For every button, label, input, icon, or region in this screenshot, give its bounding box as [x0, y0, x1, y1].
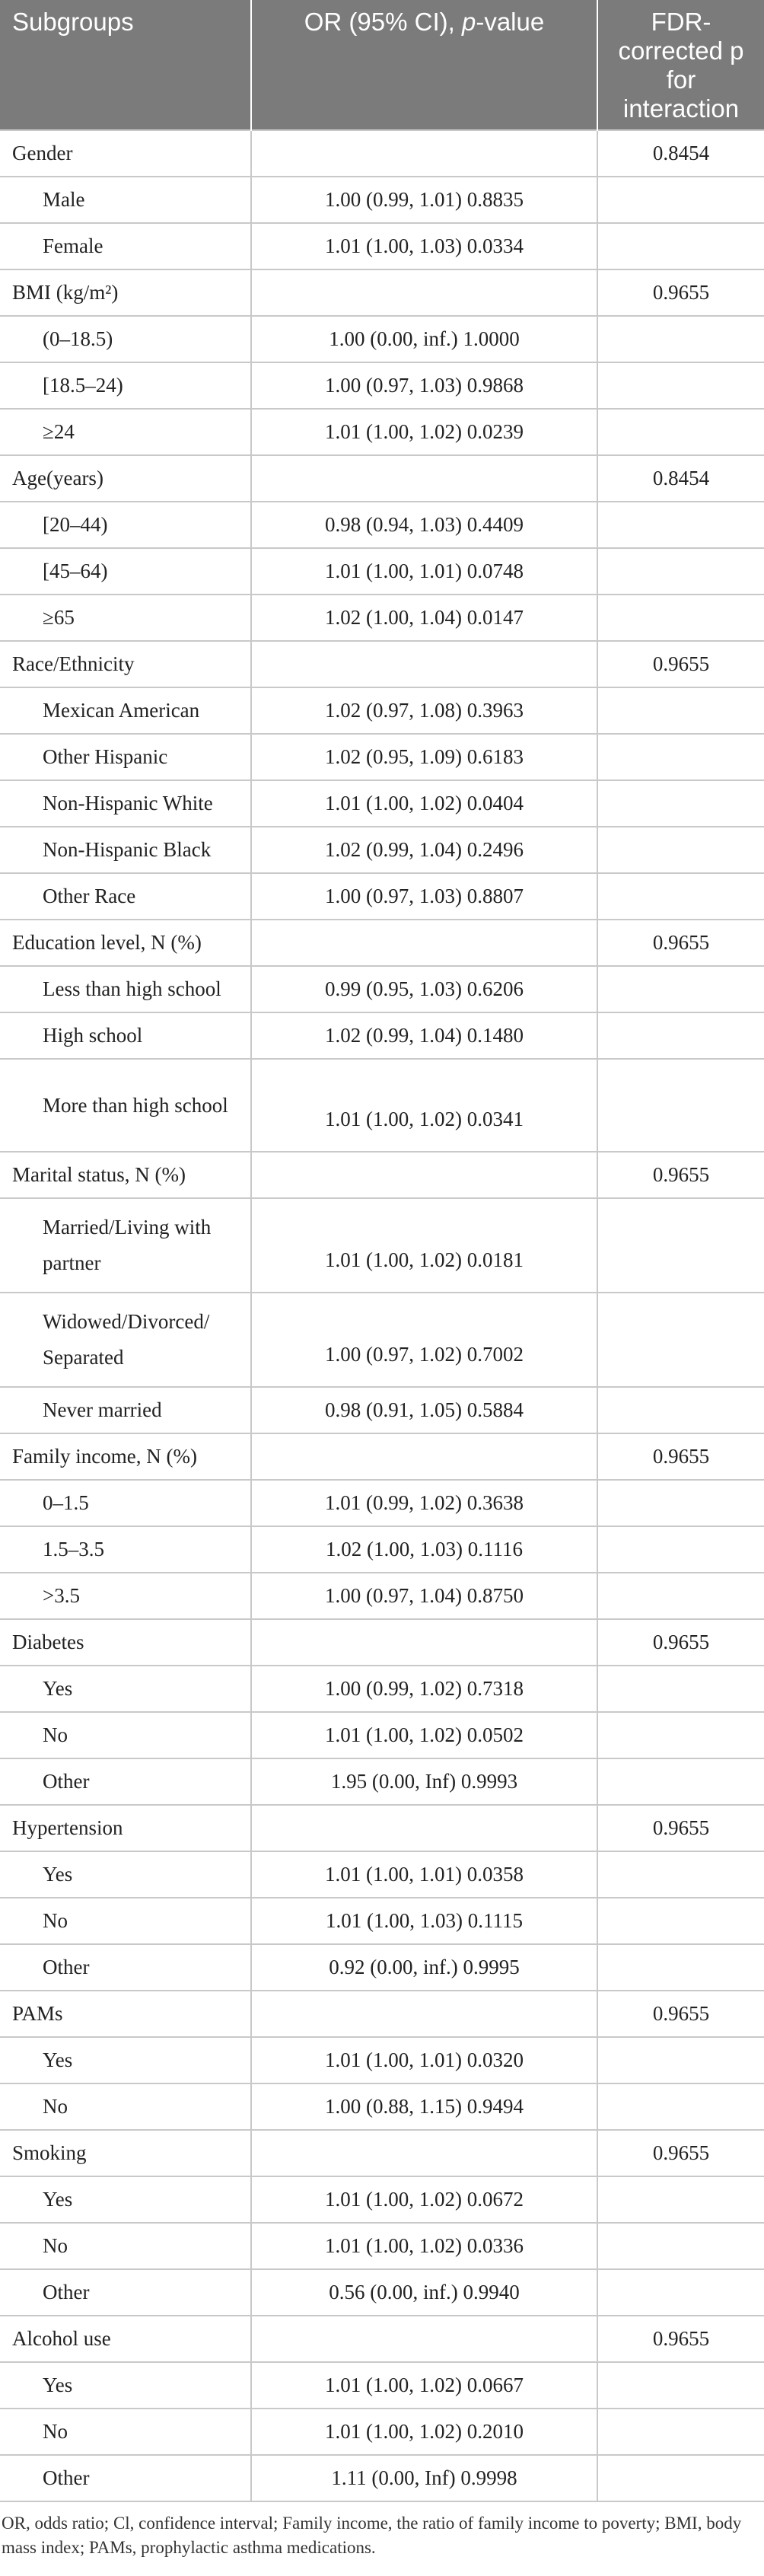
or-ci-pvalue-cell: 1.01 (1.00, 1.02) 0.0181: [251, 1198, 597, 1293]
subgroup-row: [0, 1666, 764, 1712]
fdr-p-cell: 0.8454: [597, 130, 764, 177]
or-ci-pvalue-cell: 1.01 (1.00, 1.02) 0.0672: [251, 2176, 597, 2223]
header-fdr-p-interaction: FDR-corrected p for interaction: [597, 0, 764, 130]
fdr-p-cell: [597, 1198, 764, 1293]
fdr-p-cell: 0.9655: [597, 2316, 764, 2362]
or-ci-pvalue-cell: [251, 2130, 597, 2176]
group-header-row: [0, 1433, 764, 1480]
group-label: Hypertension: [0, 1805, 251, 1851]
subgroup-row: [0, 409, 764, 455]
subgroup-label: 0–1.5: [0, 1480, 251, 1526]
subgroup-row: [0, 316, 764, 362]
group-header-row: [0, 1152, 764, 1198]
subgroup-row: [0, 2176, 764, 2223]
fdr-p-cell: [597, 548, 764, 595]
or-ci-pvalue-cell: [251, 920, 597, 966]
header-or-ci-pvalue: [251, 0, 597, 130]
or-ci-pvalue-cell: [251, 269, 597, 316]
table-body: [0, 130, 764, 2501]
group-header-row: [0, 1805, 764, 1851]
subgroup-row: [0, 548, 764, 595]
or-ci-pvalue-cell: [251, 455, 597, 502]
subgroup-label: Other: [0, 2269, 251, 2316]
or-ci-pvalue-cell: 1.11 (0.00, Inf) 0.9998: [251, 2455, 597, 2501]
group-label: Marital status, N (%): [0, 1152, 251, 1198]
table-header: [0, 0, 764, 130]
or-ci-pvalue-cell: 1.01 (1.00, 1.02) 0.0341: [251, 1059, 597, 1152]
subgroup-label: Mexican American: [0, 687, 251, 734]
group-label: Education level, N (%): [0, 920, 251, 966]
group-header-row: [0, 455, 764, 502]
subgroup-row: [0, 2269, 764, 2316]
subgroup-row: [0, 827, 764, 873]
fdr-p-cell: 0.9655: [597, 920, 764, 966]
group-label: Family income, N (%): [0, 1433, 251, 1480]
group-label: Smoking: [0, 2130, 251, 2176]
subgroup-label: Yes: [0, 2176, 251, 2223]
header-or-prefix: OR (95% CI),: [304, 8, 462, 36]
group-label: PAMs: [0, 1991, 251, 2037]
subgroup-row: [0, 1573, 764, 1619]
subgroup-row: [0, 2223, 764, 2269]
or-ci-pvalue-cell: 1.95 (0.00, Inf) 0.9993: [251, 1758, 597, 1805]
fdr-p-cell: [597, 2362, 764, 2409]
header-row: [0, 0, 764, 130]
subgroup-label: [20–44): [0, 502, 251, 548]
fdr-p-cell: [597, 1293, 764, 1387]
or-ci-pvalue-cell: [251, 641, 597, 687]
fdr-p-cell: 0.9655: [597, 1805, 764, 1851]
header-or-p: p: [461, 8, 476, 36]
subgroup-label: High school: [0, 1012, 251, 1059]
group-header-row: [0, 2316, 764, 2362]
group-label: Diabetes: [0, 1619, 251, 1666]
or-ci-pvalue-cell: 1.00 (0.99, 1.02) 0.7318: [251, 1666, 597, 1712]
or-ci-pvalue-cell: 1.01 (1.00, 1.01) 0.0748: [251, 548, 597, 595]
fdr-p-cell: [597, 1851, 764, 1898]
group-header-row: [0, 641, 764, 687]
subgroup-label: Other: [0, 1944, 251, 1991]
or-ci-pvalue-cell: 1.01 (1.00, 1.02) 0.2010: [251, 2409, 597, 2455]
header-or-suffix: -value: [476, 8, 545, 36]
subgroup-label: Non-Hispanic White: [0, 780, 251, 827]
or-ci-pvalue-cell: [251, 1433, 597, 1480]
subgroup-label: Married/Living with partner: [0, 1198, 251, 1293]
subgroup-label: No: [0, 2083, 251, 2130]
subgroup-label: No: [0, 1898, 251, 1944]
group-header-row: [0, 269, 764, 316]
or-ci-pvalue-cell: 1.02 (0.97, 1.08) 0.3963: [251, 687, 597, 734]
fdr-p-cell: [597, 2037, 764, 2083]
fdr-p-cell: 0.9655: [597, 1152, 764, 1198]
group-label: Gender: [0, 130, 251, 177]
subgroup-label: [45–64): [0, 548, 251, 595]
or-ci-pvalue-cell: 1.02 (0.99, 1.04) 0.1480: [251, 1012, 597, 1059]
subgroup-label: Female: [0, 223, 251, 269]
subgroup-label: Less than high school: [0, 966, 251, 1012]
subgroup-label: Non-Hispanic Black: [0, 827, 251, 873]
or-ci-pvalue-cell: 1.00 (0.97, 1.03) 0.8807: [251, 873, 597, 920]
subgroup-row: [0, 1293, 764, 1387]
or-ci-pvalue-cell: 0.99 (0.95, 1.03) 0.6206: [251, 966, 597, 1012]
fdr-p-cell: [597, 1059, 764, 1152]
subgroup-row: [0, 1712, 764, 1758]
or-ci-pvalue-cell: 1.01 (1.00, 1.02) 0.0667: [251, 2362, 597, 2409]
fdr-p-cell: [597, 2269, 764, 2316]
fdr-p-cell: [597, 2176, 764, 2223]
fdr-p-cell: [597, 2083, 764, 2130]
or-ci-pvalue-cell: [251, 2316, 597, 2362]
fdr-p-cell: [597, 1944, 764, 1991]
or-ci-pvalue-cell: 1.02 (1.00, 1.03) 0.1116: [251, 1526, 597, 1573]
subgroup-label: 1.5–3.5: [0, 1526, 251, 1573]
subgroup-row: [0, 2083, 764, 2130]
subgroup-row: [0, 502, 764, 548]
or-ci-pvalue-cell: 0.98 (0.91, 1.05) 0.5884: [251, 1387, 597, 1433]
subgroup-label: No: [0, 1712, 251, 1758]
subgroup-label: Other: [0, 2455, 251, 2501]
subgroup-row: [0, 1758, 764, 1805]
or-ci-pvalue-cell: 1.01 (1.00, 1.02) 0.0239: [251, 409, 597, 455]
subgroup-row: [0, 362, 764, 409]
or-ci-pvalue-cell: 1.00 (0.97, 1.04) 0.8750: [251, 1573, 597, 1619]
subgroup-row: [0, 2037, 764, 2083]
or-ci-pvalue-cell: 1.00 (0.97, 1.02) 0.7002: [251, 1293, 597, 1387]
group-header-row: [0, 1991, 764, 2037]
or-ci-pvalue-cell: 1.02 (0.99, 1.04) 0.2496: [251, 827, 597, 873]
or-ci-pvalue-cell: [251, 1152, 597, 1198]
fdr-p-cell: 0.8454: [597, 455, 764, 502]
fdr-p-cell: [597, 2223, 764, 2269]
fdr-p-cell: [597, 177, 764, 223]
subgroup-label: Never married: [0, 1387, 251, 1433]
fdr-p-cell: 0.9655: [597, 1619, 764, 1666]
or-ci-pvalue-cell: [251, 1805, 597, 1851]
fdr-p-cell: [597, 734, 764, 780]
subgroup-label: Other Hispanic: [0, 734, 251, 780]
subgroup-row: [0, 2362, 764, 2409]
or-ci-pvalue-cell: [251, 1991, 597, 2037]
subgroup-label: No: [0, 2409, 251, 2455]
subgroup-label: (0–18.5): [0, 316, 251, 362]
fdr-p-cell: 0.9655: [597, 1991, 764, 2037]
or-ci-pvalue-cell: 1.02 (1.00, 1.04) 0.0147: [251, 595, 597, 641]
fdr-p-cell: [597, 827, 764, 873]
subgroup-label: Widowed/Divorced/ Separated: [0, 1293, 251, 1387]
fdr-p-cell: [597, 362, 764, 409]
fdr-p-cell: [597, 2455, 764, 2501]
subgroup-label: No: [0, 2223, 251, 2269]
table-footnote: OR, odds ratio; Cl, confidence interval; Family income, the ratio of family income to poverty; BMI, body mass index; PAMs, prophylactic asthma medications.: [2, 2514, 742, 2557]
subgroup-label: Yes: [0, 1851, 251, 1898]
or-ci-pvalue-cell: 1.01 (1.00, 1.03) 0.1115: [251, 1898, 597, 1944]
fdr-p-cell: [597, 780, 764, 827]
subgroup-row: [0, 687, 764, 734]
group-label: Alcohol use: [0, 2316, 251, 2362]
fdr-p-cell: [597, 966, 764, 1012]
or-ci-pvalue-cell: 1.02 (0.95, 1.09) 0.6183: [251, 734, 597, 780]
or-ci-pvalue-cell: [251, 130, 597, 177]
or-ci-pvalue-cell: 1.01 (1.00, 1.02) 0.0404: [251, 780, 597, 827]
group-header-row: [0, 130, 764, 177]
subgroup-label: Other Race: [0, 873, 251, 920]
subgroup-label: >3.5: [0, 1573, 251, 1619]
subgroup-row: [0, 1851, 764, 1898]
subgroup-label: Male: [0, 177, 251, 223]
fdr-p-cell: 0.9655: [597, 641, 764, 687]
group-header-row: [0, 2130, 764, 2176]
subgroup-label: ≥65: [0, 595, 251, 641]
fdr-p-cell: [597, 1712, 764, 1758]
subgroup-row: [0, 2455, 764, 2501]
fdr-p-cell: [597, 2409, 764, 2455]
subgroup-row: [0, 2409, 764, 2455]
subgroup-row: [0, 1944, 764, 1991]
or-ci-pvalue-cell: 1.00 (0.99, 1.01) 0.8835: [251, 177, 597, 223]
or-ci-pvalue-cell: 1.01 (1.00, 1.01) 0.0320: [251, 2037, 597, 2083]
or-ci-pvalue-cell: 0.56 (0.00, inf.) 0.9940: [251, 2269, 597, 2316]
fdr-p-cell: [597, 316, 764, 362]
fdr-p-cell: [597, 1480, 764, 1526]
group-label: Age(years): [0, 455, 251, 502]
group-label: Race/Ethnicity: [0, 641, 251, 687]
or-ci-pvalue-cell: 1.01 (0.99, 1.02) 0.3638: [251, 1480, 597, 1526]
subgroup-label: Yes: [0, 1666, 251, 1712]
subgroup-label: Other: [0, 1758, 251, 1805]
subgroup-label: ≥24: [0, 409, 251, 455]
subgroup-row: [0, 780, 764, 827]
subgroup-label: Yes: [0, 2037, 251, 2083]
fdr-p-cell: 0.9655: [597, 1433, 764, 1480]
group-header-row: [0, 1619, 764, 1666]
or-ci-pvalue-cell: 1.00 (0.97, 1.03) 0.9868: [251, 362, 597, 409]
or-ci-pvalue-cell: 0.92 (0.00, inf.) 0.9995: [251, 1944, 597, 1991]
fdr-p-cell: [597, 502, 764, 548]
fdr-p-cell: [597, 687, 764, 734]
fdr-p-cell: [597, 595, 764, 641]
subgroup-label: [18.5–24): [0, 362, 251, 409]
subgroup-row: [0, 223, 764, 269]
group-label: BMI (kg/m²): [0, 269, 251, 316]
or-ci-pvalue-cell: 1.00 (0.00, inf.) 1.0000: [251, 316, 597, 362]
subgroup-row: [0, 734, 764, 780]
or-ci-pvalue-cell: [251, 1619, 597, 1666]
header-subgroups: Subgroups: [0, 0, 251, 130]
or-ci-pvalue-cell: 1.01 (1.00, 1.02) 0.0336: [251, 2223, 597, 2269]
fdr-p-cell: [597, 1666, 764, 1712]
fdr-p-cell: [597, 1898, 764, 1944]
subgroup-label: More than high school: [0, 1059, 251, 1152]
subgroup-row: [0, 1198, 764, 1293]
subgroup-row: [0, 595, 764, 641]
fdr-p-cell: 0.9655: [597, 269, 764, 316]
group-header-row: [0, 920, 764, 966]
fdr-p-cell: [597, 1573, 764, 1619]
fdr-p-cell: [597, 223, 764, 269]
or-ci-pvalue-cell: 1.00 (0.88, 1.15) 0.9494: [251, 2083, 597, 2130]
subgroup-row: [0, 1059, 764, 1152]
or-ci-pvalue-cell: 1.01 (1.00, 1.01) 0.0358: [251, 1851, 597, 1898]
fdr-p-cell: [597, 1012, 764, 1059]
subgroup-row: [0, 1898, 764, 1944]
subgroup-row: [0, 966, 764, 1012]
subgroup-row: [0, 1526, 764, 1573]
fdr-p-cell: [597, 1526, 764, 1573]
subgroup-row: [0, 1012, 764, 1059]
or-ci-pvalue-cell: 1.01 (1.00, 1.02) 0.0502: [251, 1712, 597, 1758]
fdr-p-cell: 0.9655: [597, 2130, 764, 2176]
fdr-p-cell: [597, 1758, 764, 1805]
subgroup-row: [0, 1480, 764, 1526]
fdr-p-cell: [597, 1387, 764, 1433]
subgroup-row: [0, 873, 764, 920]
or-ci-pvalue-cell: 0.98 (0.94, 1.03) 0.4409: [251, 502, 597, 548]
subgroup-row: [0, 1387, 764, 1433]
fdr-p-cell: [597, 409, 764, 455]
or-ci-pvalue-cell: 1.01 (1.00, 1.03) 0.0334: [251, 223, 597, 269]
subgroup-row: [0, 177, 764, 223]
fdr-p-cell: [597, 873, 764, 920]
subgroup-label: Yes: [0, 2362, 251, 2409]
